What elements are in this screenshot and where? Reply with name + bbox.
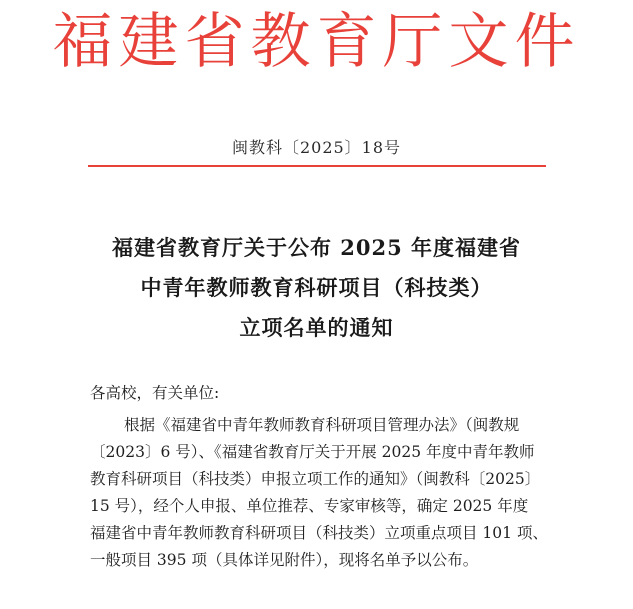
paragraph-line-2: 〔2023〕6 号）、《福建省教育厅关于开展 2025 年度中青年教师 [90, 443, 535, 461]
paragraph-line-6: 一般项目 395 项（具体详见附件），现将名单予以公布。 [90, 551, 479, 569]
salutation: 各高校，有关单位: [90, 384, 220, 402]
paragraph-line-4: 15 号），经个人申报、单位推荐、专家审核等，确定 2025 年度 [90, 497, 529, 515]
red-divider [88, 165, 546, 167]
document-number: 闽教科〔2025〕18号 [231, 138, 402, 157]
body-paragraph [90, 412, 560, 574]
paragraph-line-3: 教育科研项目（科技类）申报立项工作的通知》（闽教科〔2025〕 [90, 470, 541, 488]
title-line-2: 中青年教师教育科研项目（科技类） [140, 275, 493, 300]
notice-body [90, 380, 560, 574]
paragraph-line-5: 福建省中青年教师教育科研项目（科技类）立项重点项目 101 项、 [90, 524, 548, 542]
paragraph-line-1: 根据《福建省中青年教师教育科研项目管理办法》（闽教规 [124, 416, 520, 434]
title-line-1: 福建省教育厅关于公布 2025 年度福建省 [111, 235, 522, 260]
title-line-3: 立项名单的通知 [239, 315, 394, 340]
issuer-header: 福建省教育厅文件 [52, 7, 581, 77]
notice-title [0, 228, 633, 348]
